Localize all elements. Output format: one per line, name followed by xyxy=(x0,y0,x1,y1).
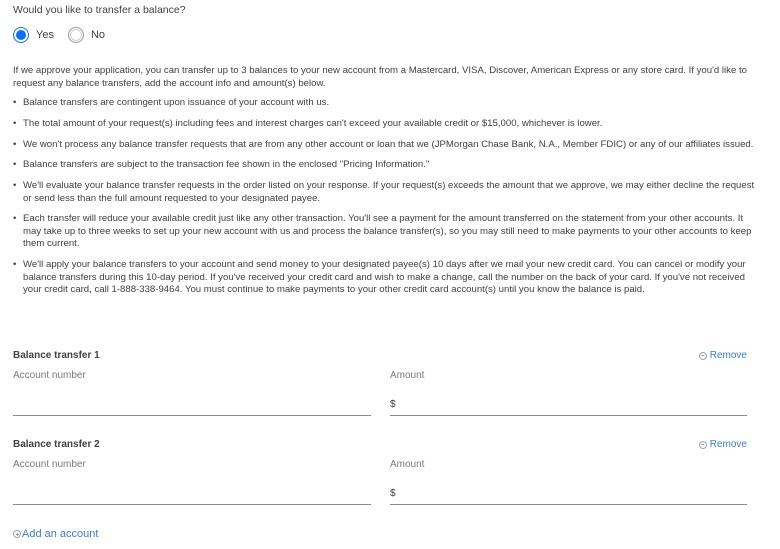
amount-field[interactable] xyxy=(390,483,747,505)
amount-input[interactable] xyxy=(400,394,747,415)
terms-item: • We'll apply your balance transfers to your account and send money to your designated payee(s) 10 days after we mail your new credit card. You can cancel or modify your balance transfers during this 10-day period. If you've received your credit card and wish to make a change, call the number on the back of your card. If you've not received your credit card, call 1-888-338-9464. You must continue to make payments to your other credit card account(s) until you know the balance is paid. xyxy=(13,259,763,297)
transfer-radio-group xyxy=(13,27,105,43)
terms-item: • Balance transfers are subject to the transaction fee shown in the enclosed "Pricing Information." xyxy=(13,159,763,172)
remove-transfer-2-button[interactable] xyxy=(699,439,747,450)
radio-no[interactable] xyxy=(68,27,105,43)
amount-label: Amount xyxy=(390,370,425,381)
account-number-label: Account number xyxy=(13,459,86,470)
account-number-input[interactable] xyxy=(13,483,371,504)
intro-paragraph: If we approve your application, you can transfer up to 3 balances to your new account from a Mastercard, VISA, Discover, American Express or any store card. If you'd like to request any balance transfers, add the account info and amount(s) below. xyxy=(13,65,747,89)
amount-field[interactable] xyxy=(390,394,747,416)
terms-item: • Balance transfers are contingent upon issuance of your account with us. xyxy=(13,97,763,110)
balance-transfer-title: Balance transfer 2 xyxy=(13,439,100,450)
terms-item: • Each transfer will reduce your available credit just like any other transaction. You'll see a payment for the amount transferred on the statement from your other accounts. It may take up to three weeks to set up your new account with us and process the balance transfer(s), so you may still need to make payments to your other accounts to keep them current. xyxy=(13,213,763,251)
dollar-prefix: $ xyxy=(390,488,396,499)
add-account-link[interactable] xyxy=(13,528,98,540)
account-number-field[interactable] xyxy=(13,483,371,505)
dollar-prefix: $ xyxy=(390,399,396,410)
plus-circle-icon xyxy=(13,530,21,538)
terms-list xyxy=(13,97,763,305)
amount-label: Amount xyxy=(390,459,425,470)
remove-label: Remove xyxy=(709,439,747,450)
terms-item: • The total amount of your request(s) including fees and interest charges can't exceed your available credit or $15,000, whichever is lower. xyxy=(13,118,763,131)
remove-transfer-1-button[interactable] xyxy=(699,350,747,361)
radio-unchecked-icon[interactable] xyxy=(68,27,84,43)
balance-transfer-2 xyxy=(13,439,747,509)
account-number-input[interactable] xyxy=(13,394,371,415)
radio-checked-icon[interactable] xyxy=(13,27,29,43)
terms-item: • We'll evaluate your balance transfer requests in the order listed on your response. If your request(s) exceeds the amount that we approve, we may either decline the request or send less than the full amount requested to your designated payee. xyxy=(13,180,763,205)
terms-item: • We won't process any balance transfer requests that are from any other account or loan that we (JPMorgan Chase Bank, N.A., Member FDIC) or any of our affiliates issued. xyxy=(13,139,763,152)
balance-transfer-title: Balance transfer 1 xyxy=(13,350,100,361)
radio-yes-label: Yes xyxy=(36,29,54,41)
minus-circle-icon xyxy=(699,441,707,449)
balance-transfer-1 xyxy=(13,350,747,420)
amount-input[interactable] xyxy=(400,483,747,504)
account-number-label: Account number xyxy=(13,370,86,381)
minus-circle-icon xyxy=(699,352,707,360)
radio-no-label: No xyxy=(90,29,106,41)
radio-yes[interactable] xyxy=(13,27,54,43)
transfer-question: Would you like to transfer a balance? xyxy=(13,4,186,16)
account-number-field[interactable] xyxy=(13,394,371,416)
add-account-label: Add an account xyxy=(22,528,99,540)
remove-label: Remove xyxy=(709,350,747,361)
